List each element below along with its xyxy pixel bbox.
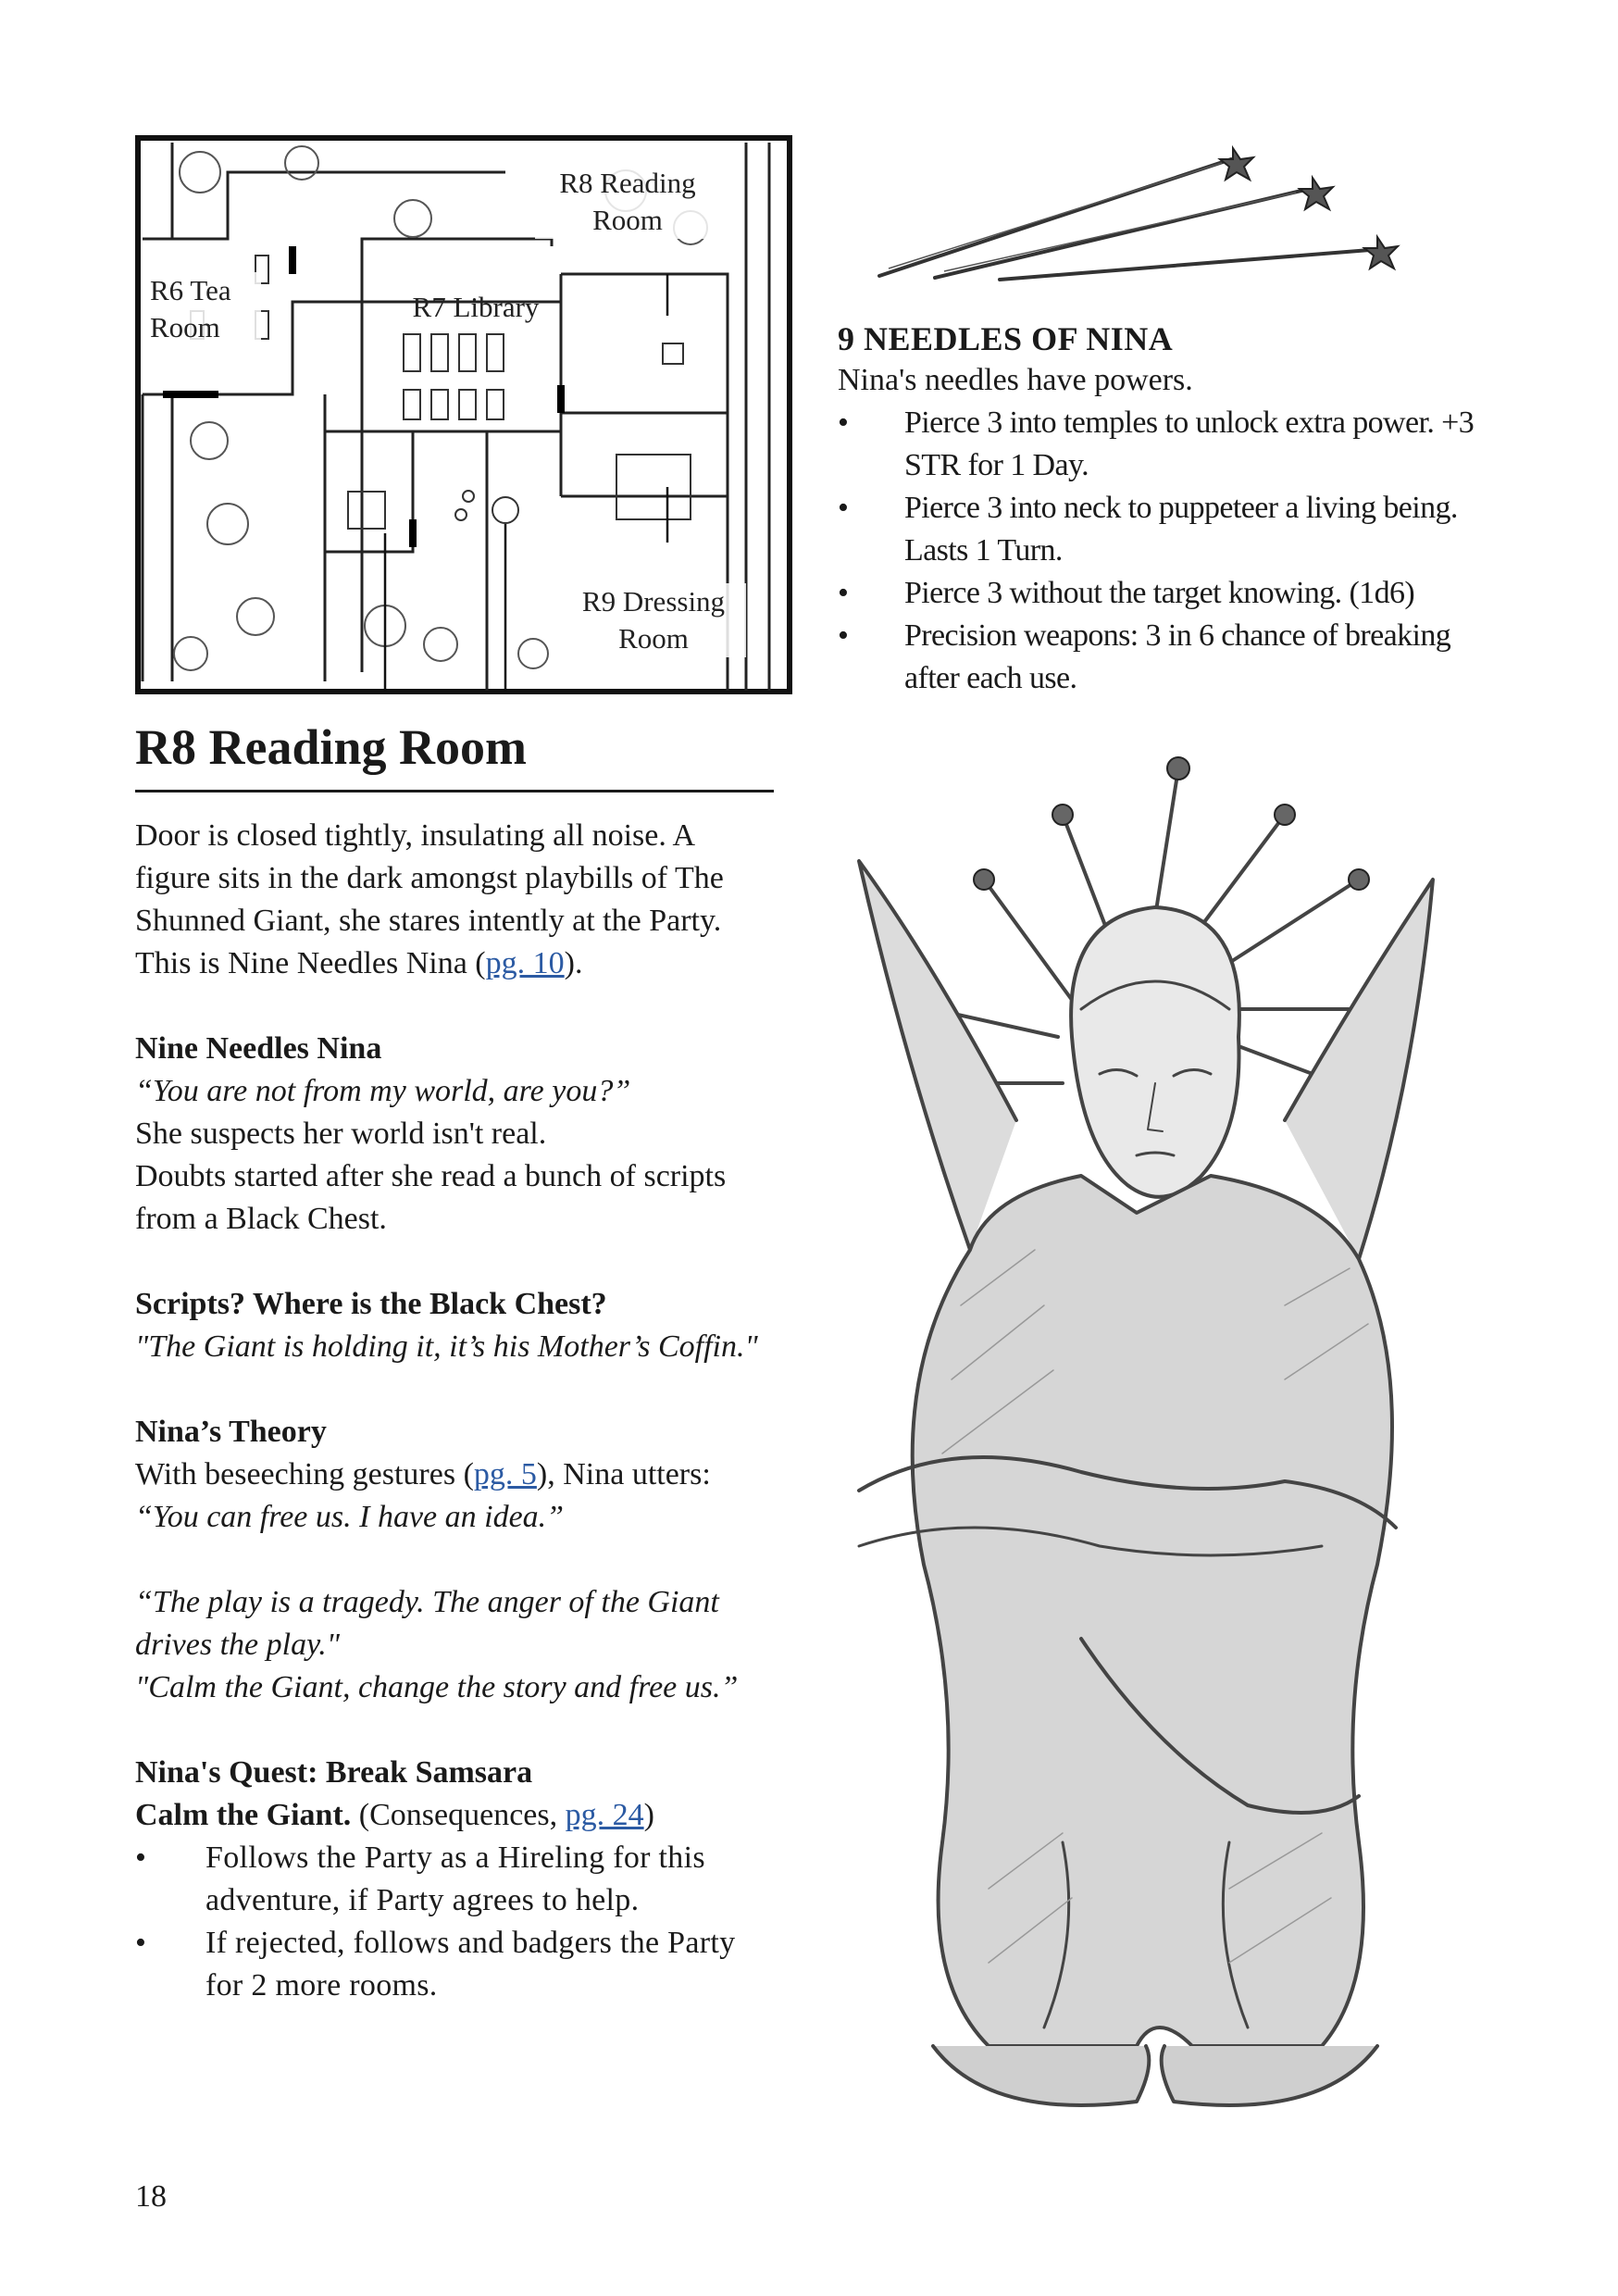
theory-quote-2a: “The play is a tragedy. The anger of the Giant drives the play." — [135, 1585, 719, 1662]
page-link-10[interactable]: pg. 10 — [485, 946, 565, 980]
needles-list — [838, 402, 1504, 700]
needles-title: 9 NEEDLES OF NINA — [838, 320, 1174, 357]
theory-quote-2b: "Calm the Giant, change the story and free us.” — [135, 1670, 739, 1704]
map-label-r7: R7 Library — [412, 291, 540, 323]
page-link-24[interactable]: pg. 24 — [565, 1798, 644, 1832]
needles-section — [838, 318, 1504, 700]
needles-intro: Nina's needles have powers. — [838, 363, 1193, 397]
scripts-quote: "The Giant is holding it, it’s his Mother’s Coffin." — [135, 1329, 758, 1364]
page-number: 18 — [135, 2179, 167, 2214]
room-description — [135, 718, 774, 2007]
list-item: • Precision weapons: 3 in 6 chance of breaking after each use. — [838, 615, 1504, 700]
bullet-glyph: • — [838, 576, 849, 610]
quest-heading: Nina's Quest: Break Samsara — [135, 1755, 533, 1790]
map-label-r8-line1: R8 Reading — [559, 167, 696, 199]
room-title: R8 Reading Room — [135, 718, 774, 792]
map-label-r9-line1: R9 Dressing — [581, 585, 726, 618]
bullet-glyph: • — [135, 1841, 147, 1875]
nina-line-1: She suspects her world isn't real. — [135, 1117, 547, 1151]
nina-illustration — [803, 731, 1507, 2176]
nina-heading: Nine Needles Nina — [135, 1031, 382, 1066]
bullet-glyph: • — [838, 491, 849, 525]
bullet-glyph: • — [135, 1926, 147, 1960]
quest-list — [135, 1837, 774, 2007]
scripts-heading: Scripts? Where is the Black Chest? — [135, 1287, 607, 1321]
quest-calm: Calm the Giant. (Consequences, pg. 24) — [135, 1798, 654, 1832]
list-item: • Pierce 3 into temples to unlock extra power. +3 STR for 1 Day. — [838, 402, 1504, 487]
theory-text: With beseeching gestures (pg. 5), Nina utters: — [135, 1457, 711, 1491]
room-intro: Door is closed tightly, insulating all noise. A figure sits in the dark amongst playbills of The Shunned Giant, she stares intently at the Party. This is Nine Needles Nina (pg. 10). — [135, 818, 724, 980]
list-item: • Follows the Party as a Hireling for this adventure, if Party agrees to help. — [135, 1837, 774, 1922]
theory-heading: Nina’s Theory — [135, 1415, 327, 1449]
list-item: • If rejected, follows and badgers the Party for 2 more rooms. — [135, 1922, 774, 2007]
map-label-r8-line2: Room — [592, 204, 663, 236]
bullet-glyph: • — [838, 618, 849, 653]
nina-line-2: Doubts started after she read a bunch of scripts from a Black Chest. — [135, 1159, 727, 1236]
bullet-glyph: • — [838, 406, 849, 440]
dungeon-map — [135, 135, 792, 694]
list-item: • Pierce 3 into neck to puppeteer a living being. Lasts 1 Turn. — [838, 487, 1504, 572]
list-item: • Pierce 3 without the target knowing. (1d6) — [838, 572, 1504, 615]
map-label-r9-line2: Room — [618, 622, 689, 655]
map-label-r6-line1: R6 Tea — [150, 274, 231, 306]
theory-quote-1: “You can free us. I have an idea.” — [135, 1500, 565, 1534]
needles-illustration — [870, 139, 1435, 287]
map-label-r6-line2: Room — [150, 311, 220, 343]
page-link-5[interactable]: pg. 5 — [473, 1457, 537, 1491]
nina-quote: “You are not from my world, are you?” — [135, 1074, 631, 1108]
